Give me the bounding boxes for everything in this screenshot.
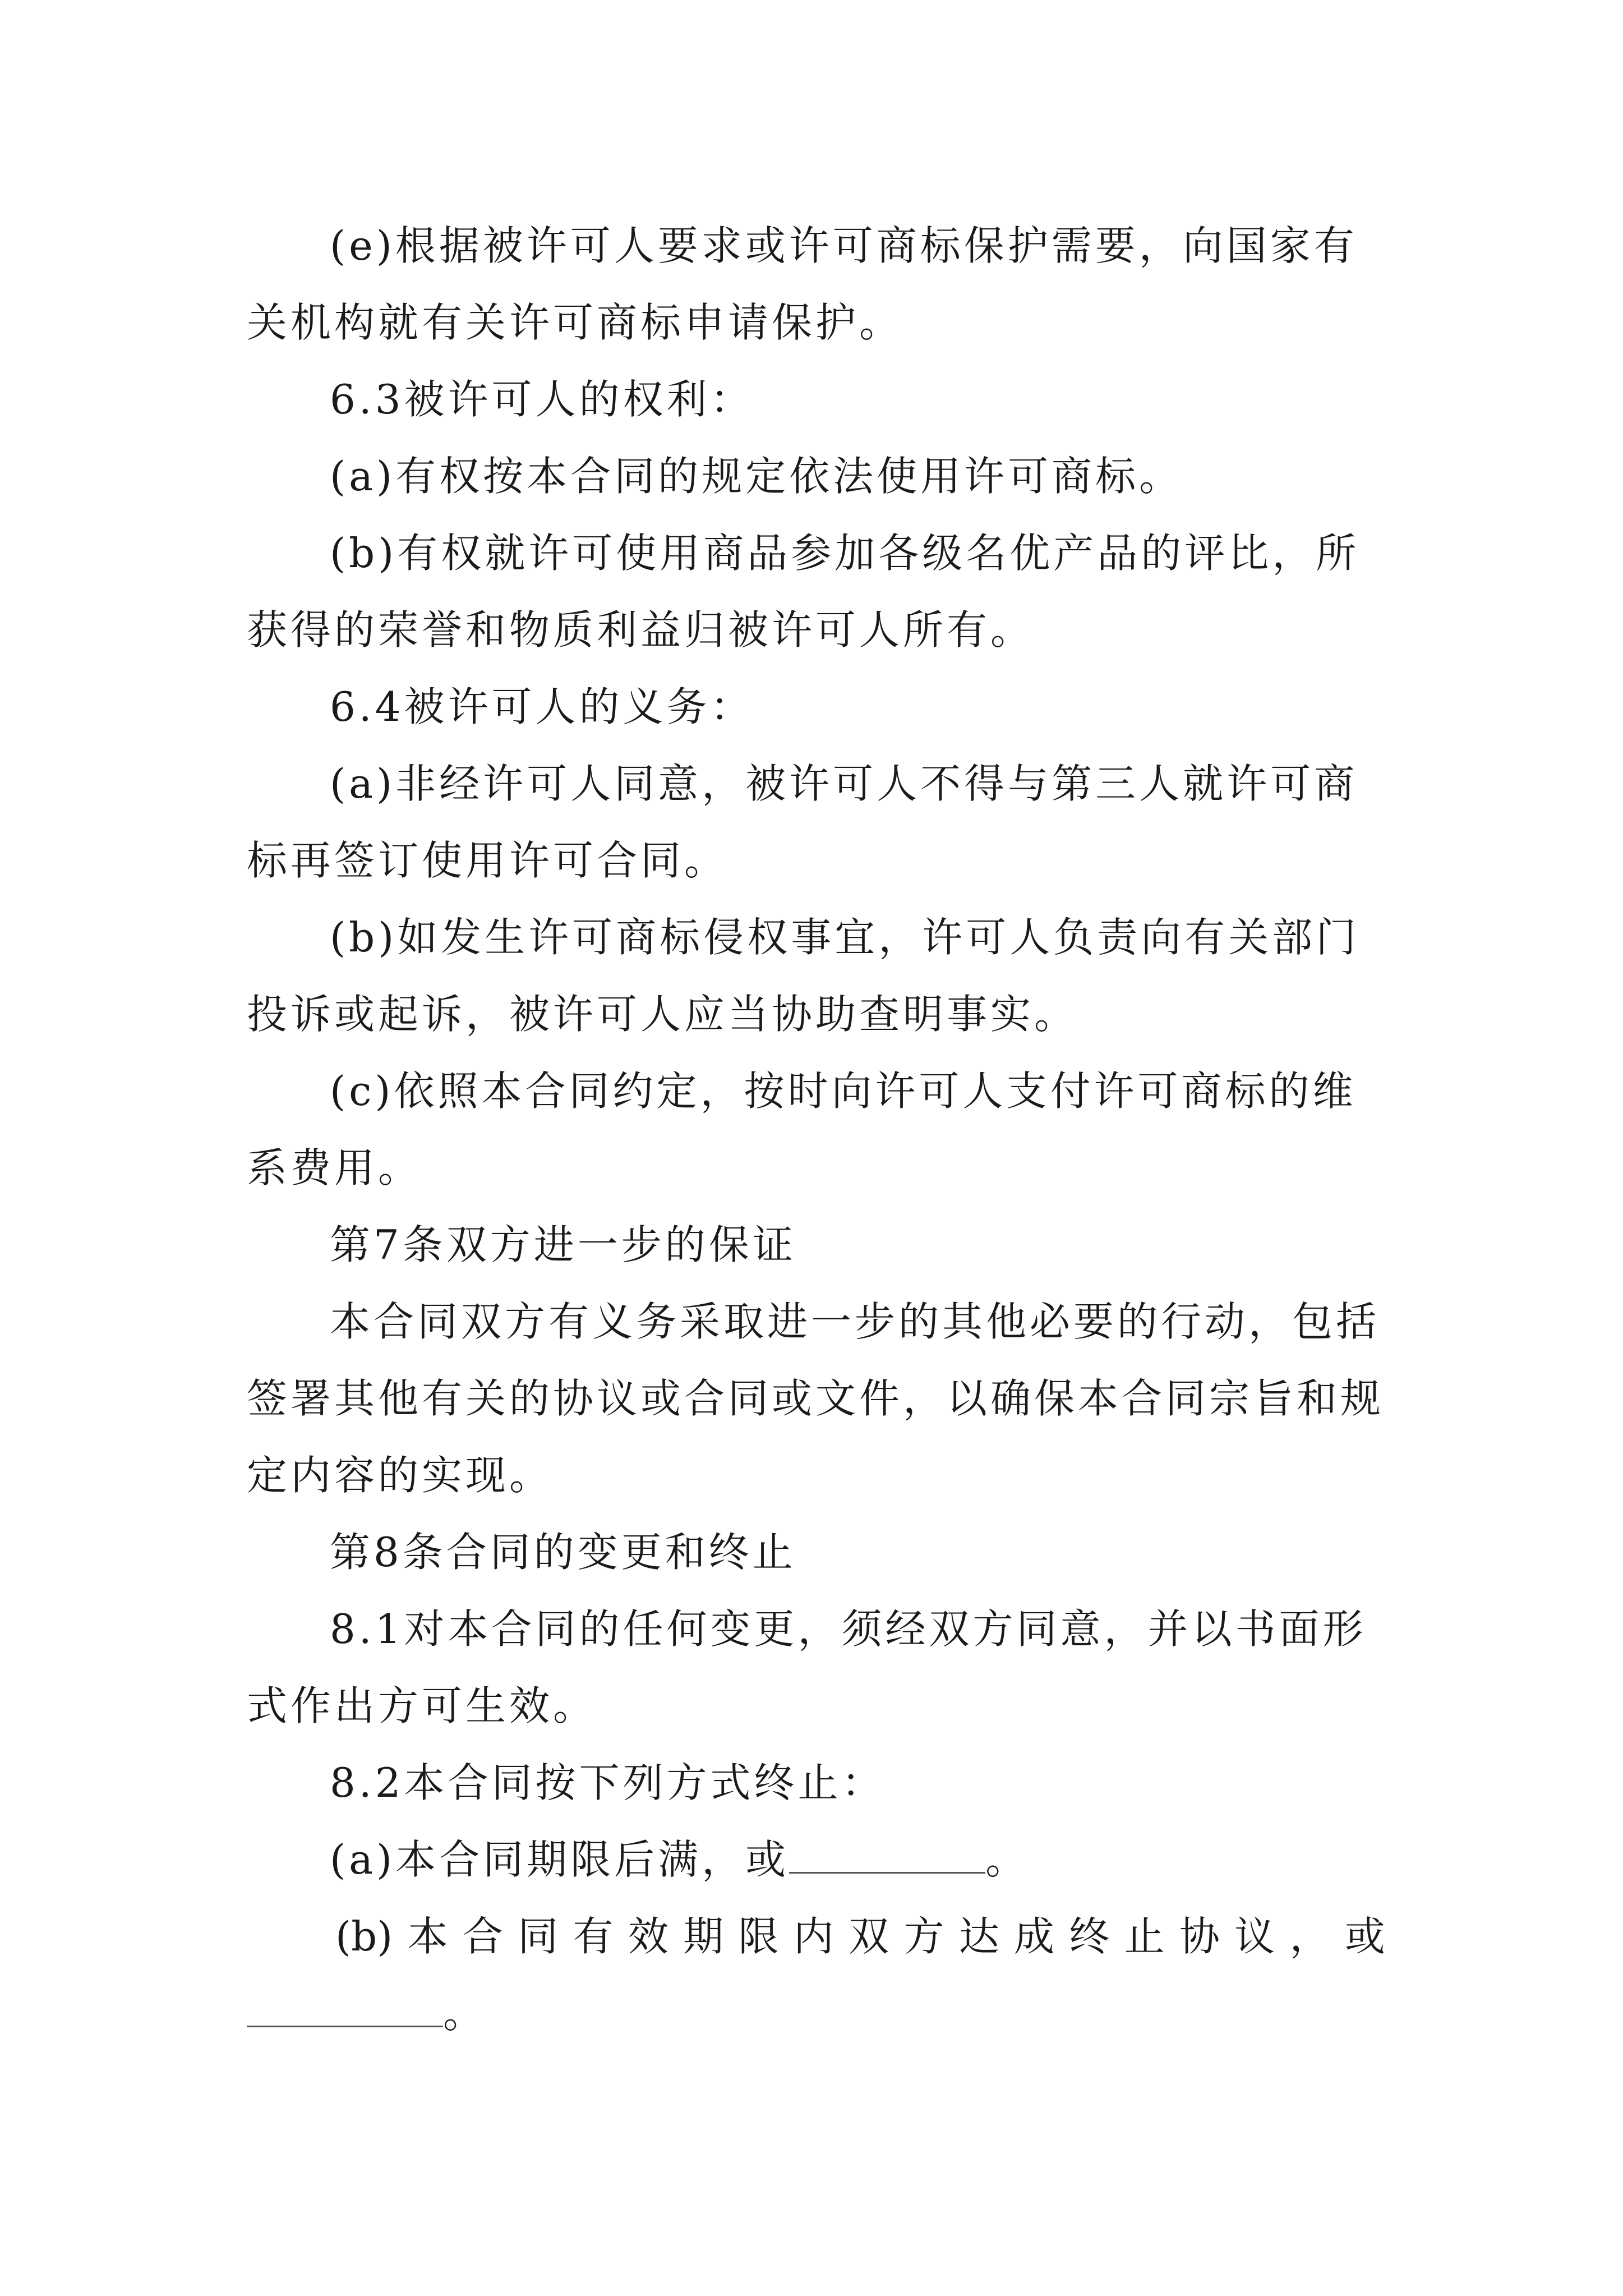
justified-char: 成	[1014, 1913, 1055, 1960]
paragraph-line: (b)如发生许可商标侵权事宜，许可人负责向有关部门	[330, 914, 1360, 961]
justified-char: 有	[573, 1913, 614, 1960]
paragraph-line: 关机构就有关许可商标申请保护。	[247, 299, 903, 346]
paragraph-line: (c)依照本合同约定，按时向许可人支付许可商标的维	[330, 1068, 1357, 1115]
justified-char: 效	[628, 1913, 668, 1960]
justified-char: 双	[849, 1913, 889, 1960]
paragraph-line: 式作出方可生效。	[247, 1682, 597, 1729]
fill-in-blank	[247, 1992, 443, 2027]
justified-char: (b)	[335, 1913, 393, 1960]
paragraph-line-with-blank	[247, 1975, 1385, 2052]
paragraph-line-justified	[247, 1898, 1385, 1975]
line-a-prefix: (a)本合同期限后满，或	[330, 1836, 790, 1883]
paragraph-line: (b)有权就许可使用商品参加各级名优产品的评比，所	[330, 530, 1360, 577]
paragraph-line: 标再签订使用许可合同。	[247, 837, 728, 884]
section-heading: 6.4被许可人的义务：	[330, 683, 754, 730]
justified-char: 止	[1124, 1913, 1165, 1960]
article-heading: 第7条双方进一步的保证	[330, 1221, 796, 1268]
section-heading: 6.3被许可人的权利：	[330, 376, 754, 423]
justified-char: 方	[903, 1913, 944, 1960]
paragraph-line: 投诉或起诉，被许可人应当协助查明事实。	[247, 991, 1078, 1038]
paragraph-line: 本合同双方有义务采取进一步的其他必要的行动，包括	[330, 1298, 1380, 1345]
paragraph-line: 8.1对本合同的任何变更，须经双方同意，并以书面形	[330, 1605, 1367, 1653]
paragraph-line: 获得的荣誉和物质利益归被许可人所有。	[247, 606, 1035, 654]
justified-char: 同	[518, 1913, 559, 1960]
justified-char: 本	[407, 1913, 448, 1960]
section-heading: 8.2本合同按下列方式终止：	[330, 1759, 886, 1806]
paragraph-line: (a)有权按本合同的规定依法使用许可商标。	[330, 453, 1183, 500]
paragraph-line: 签署其他有关的协议或合同或文件，以确保本合同宗旨和规	[247, 1375, 1385, 1422]
justified-char: 期	[683, 1913, 724, 1960]
paragraph-line: (e)根据被许可人要求或许可商标保护需要，向国家有	[330, 222, 1358, 269]
paragraph-line-with-blank	[247, 1821, 1385, 1898]
paragraph-line: (a)非经许可人同意，被许可人不得与第三人就许可商	[330, 760, 1358, 807]
article-heading: 第8条合同的变更和终止	[330, 1529, 796, 1576]
fill-in-blank	[789, 1838, 985, 1874]
justified-char: 协	[1179, 1913, 1220, 1960]
line-c-suffix: 。	[443, 1990, 487, 2037]
justified-char: 终	[1069, 1913, 1110, 1960]
paragraph-line: 系费用。	[247, 1144, 422, 1191]
justified-char: 议	[1234, 1913, 1275, 1960]
justified-char: 限	[738, 1913, 779, 1960]
justified-char: 达	[958, 1913, 999, 1960]
justified-char: 合	[462, 1913, 503, 1960]
line-b-justified	[335, 1898, 1385, 1975]
justified-char: 或	[1344, 1913, 1385, 1960]
line-a-suffix: 。	[985, 1836, 1030, 1883]
document-body	[247, 208, 1385, 2052]
justified-char: 内	[793, 1913, 834, 1960]
justified-char: ，	[1289, 1913, 1330, 1960]
paragraph-line: 定内容的实现。	[247, 1452, 554, 1499]
